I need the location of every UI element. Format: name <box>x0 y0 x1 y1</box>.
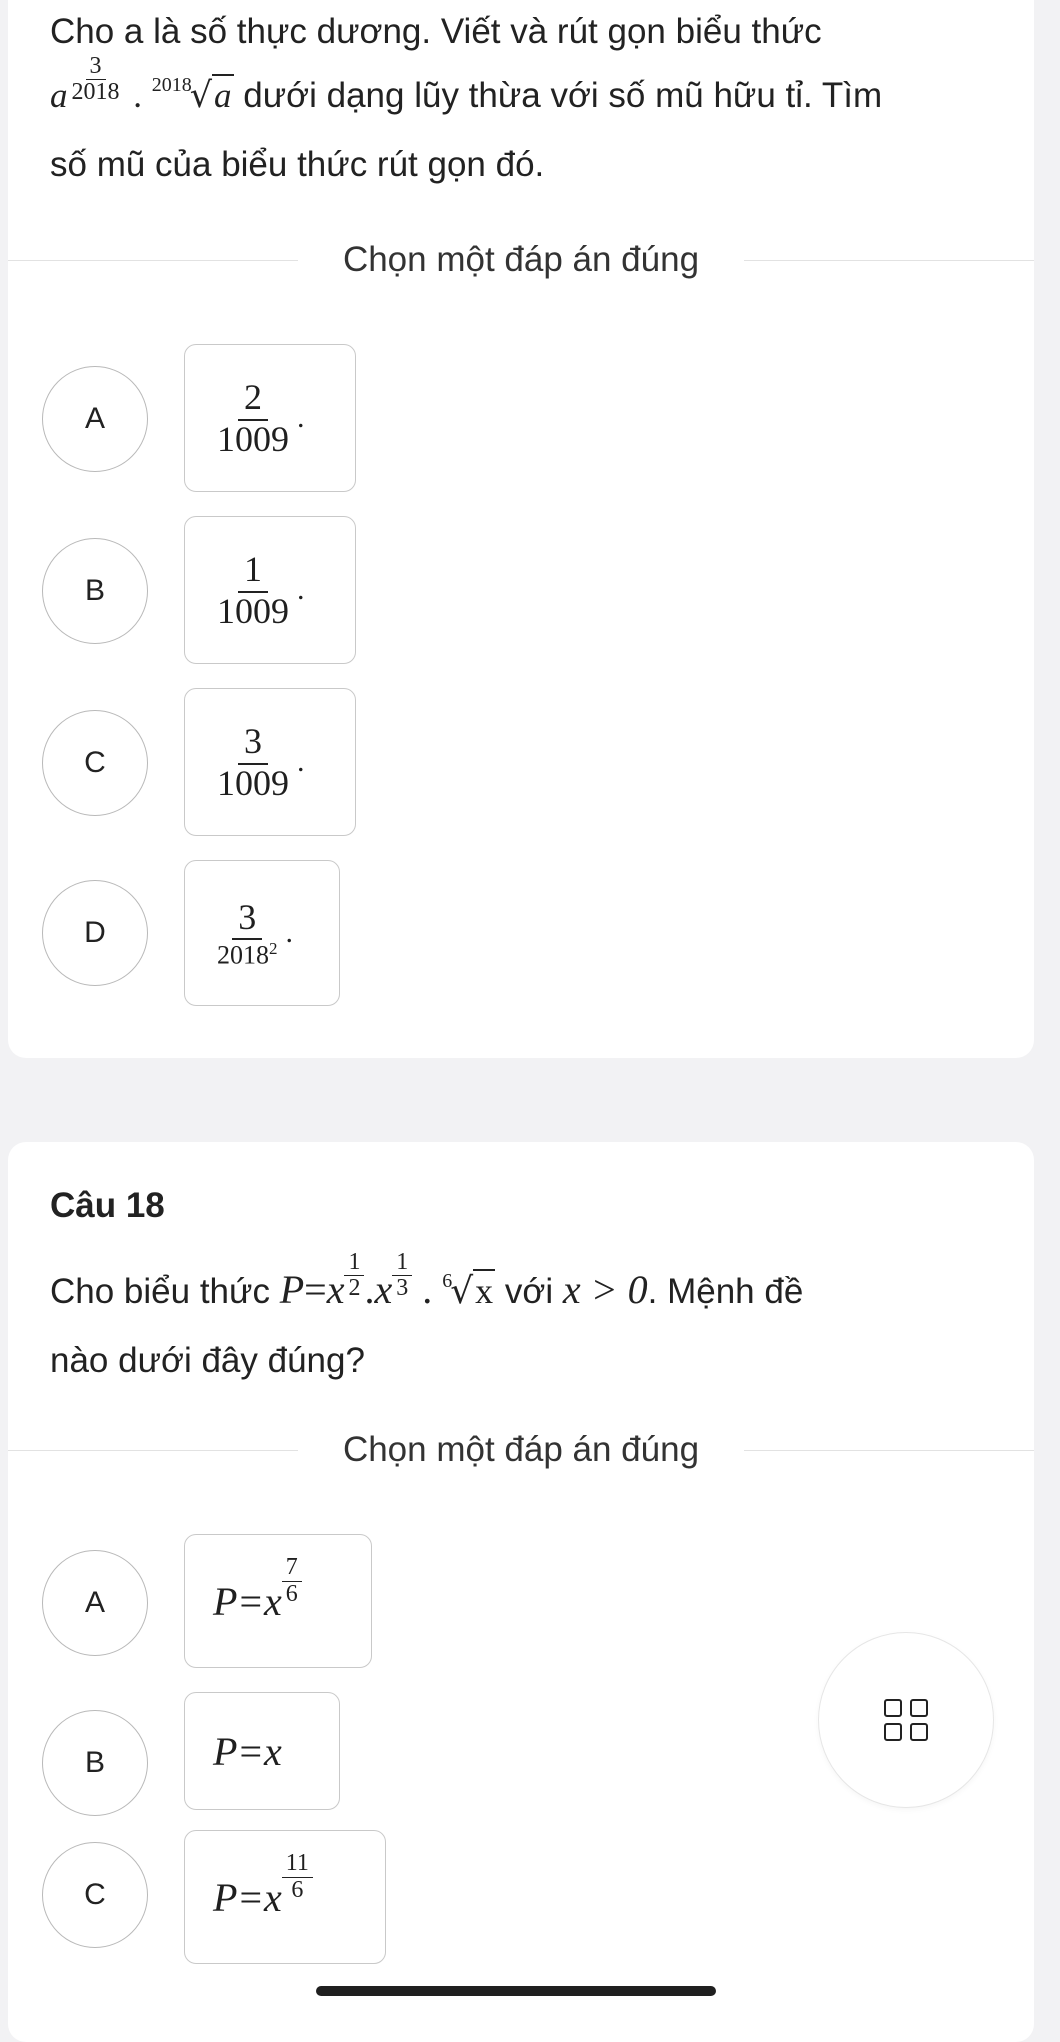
question-line-2-text: dưới dạng lũy thừa với số mũ hữu tỉ. Tìm <box>243 76 883 115</box>
home-indicator <box>316 1986 716 1996</box>
choose-answer-label: Chọn một đáp án đúng <box>342 240 700 279</box>
question-title: Câu 18 <box>50 1186 165 1225</box>
option-c-letter[interactable]: C <box>42 1842 148 1948</box>
question-card-17 <box>8 0 1034 1058</box>
option-a-answer[interactable]: $\frac{2}{1009}$ . <box>184 344 356 492</box>
question-line-1: Cho a là số thực dương. Viết và rút gọn biểu thức <box>50 12 822 51</box>
option-c-letter[interactable]: C <box>42 710 148 816</box>
option-c-answer[interactable]: $\frac{3}{1009}$ . <box>184 688 356 836</box>
question-text <box>50 0 974 197</box>
exponent-2: $\frac{1}{3}$ <box>392 1250 412 1301</box>
radicand: x <box>475 1271 494 1311</box>
option-b-letter[interactable]: B <box>42 538 148 644</box>
question-line-2: nào dưới đây đúng? <box>50 1341 365 1380</box>
option-d-letter[interactable]: D <box>42 880 148 986</box>
exponent-1: $\frac{1}{2}$ <box>344 1250 364 1301</box>
choose-answer-divider <box>8 240 1034 280</box>
option-b-letter[interactable]: B <box>42 1710 148 1816</box>
expr-exponent: $\frac{3}{2018}$ <box>71 53 120 106</box>
choose-answer-label: Chọn một đáp án đúng <box>342 1430 700 1469</box>
question-card-18 <box>8 1142 1034 2042</box>
option-c-answer[interactable]: P=x $\frac{11}{6}$ <box>184 1830 386 1964</box>
option-b-answer[interactable]: $\frac{1}{1009}$ . <box>184 516 356 664</box>
condition: x > 0 <box>562 1267 648 1312</box>
question-line-2: a $\frac{3}{2018}$ . $^{2018}$√a dưới dạng lũy thừa với số mũ hữu tỉ. Tìm <box>50 53 883 116</box>
option-a-answer[interactable]: P=x $\frac{7}{6}$ <box>184 1534 372 1668</box>
question-grid-button[interactable] <box>818 1632 994 1808</box>
question-line-1: Cho biểu thức P=x $\frac{1}{2}$ .x $\frac{1}{3}$ . $^6$√x với x > 0. Mệnh đề <box>50 1249 804 1312</box>
choose-answer-divider <box>8 1430 1034 1470</box>
question-line-3: số mũ của biểu thức rút gọn đó. <box>50 145 545 184</box>
option-d-answer[interactable]: $\frac{3}{2018^2}$ . <box>184 860 340 1006</box>
root-index: 2018 <box>151 74 192 96</box>
option-b-answer[interactable]: P=x <box>184 1692 340 1810</box>
radicand: a <box>214 76 232 115</box>
expr-base: a <box>50 76 68 115</box>
root-index: 6 <box>442 1270 453 1292</box>
option-a-letter[interactable]: A <box>42 366 148 472</box>
question-text <box>50 1249 974 1393</box>
option-a-letter[interactable]: A <box>42 1550 148 1656</box>
grid-icon <box>884 1699 928 1741</box>
